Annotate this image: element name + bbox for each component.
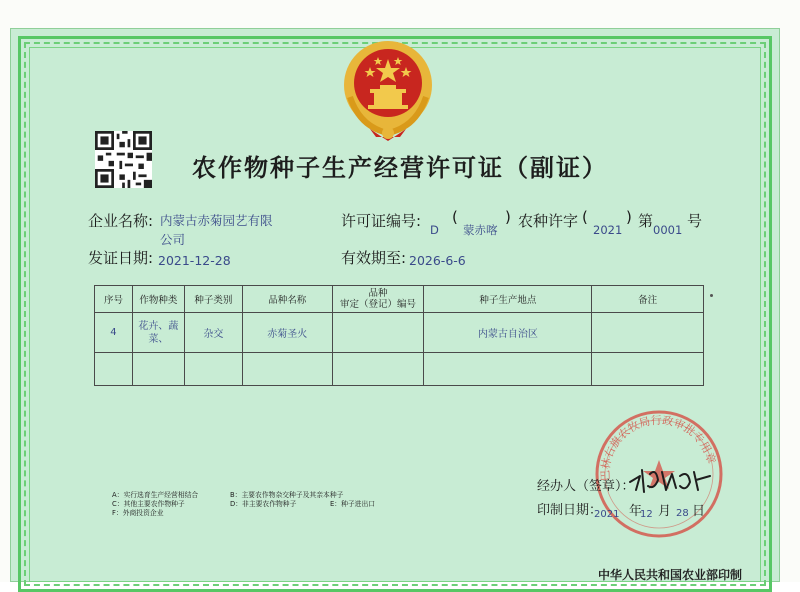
cell-variety-reg <box>332 313 424 353</box>
table-row <box>95 353 704 386</box>
header-variety-reg-line2: 审定（登记）编号 <box>340 299 417 310</box>
license-year: 2021 <box>593 223 623 237</box>
header-variety-name: 品种名称 <box>242 286 332 313</box>
license-number-label: 许可证编号: <box>341 212 422 230</box>
cell-production-site: 内蒙古自治区 <box>424 313 592 353</box>
paren-open-1: ( <box>452 208 458 226</box>
paren-close-1: ) <box>505 208 511 226</box>
note-a: A：实行选育生产经营相结合 <box>112 491 199 499</box>
handler-label: 经办人（签章）： <box>537 479 635 494</box>
cell-variety-name <box>242 353 332 386</box>
print-year: 2021 <box>594 509 620 520</box>
paren-open-2: ( <box>582 208 588 226</box>
cell-crop-type-line2: 菜、 <box>148 333 169 345</box>
crop-permit-label: 农种许字 <box>518 212 579 230</box>
enterprise-name-line1: 内蒙古赤菊园艺有限 <box>160 213 273 228</box>
cell-crop-type-line1: 花卉、蔬 <box>138 320 179 332</box>
cell-variety-name: 赤菊圣火 <box>242 313 332 353</box>
cell-crop-type <box>132 353 184 386</box>
header-variety-reg-line1: 品种 <box>368 288 388 299</box>
header-variety-reg <box>332 286 424 313</box>
license-serial: 0001 <box>653 223 683 237</box>
header-seq: 序号 <box>95 286 133 313</box>
handler-signature <box>626 462 716 496</box>
cell-seed-category: 杂交 <box>184 313 242 353</box>
header-crop-type: 作物种类 <box>132 286 184 313</box>
note-c: C：其他主要农作物种子 <box>112 500 185 508</box>
issuer-footer: 中华人民共和国农业部印制 <box>598 568 743 582</box>
note-d: D：非主要农作物种子 <box>230 500 297 508</box>
paper-speck <box>710 294 713 297</box>
cell-variety-reg <box>332 353 424 386</box>
print-month: 12 <box>640 509 653 520</box>
hao-label: 号 <box>687 212 703 230</box>
table-header-row <box>95 286 704 313</box>
cell-seq: 4 <box>95 313 133 353</box>
di-label: 第 <box>638 212 654 230</box>
header-production-site: 种子生产地点 <box>424 286 592 313</box>
valid-until-value: 2026-6-6 <box>409 253 466 268</box>
cell-production-site <box>424 353 592 386</box>
variety-table <box>94 285 704 386</box>
paren-close-2: ) <box>626 208 632 226</box>
print-nian: 年 <box>629 504 643 519</box>
valid-until-label: 有效期至: <box>341 249 407 267</box>
issue-date-value: 2021-12-28 <box>158 253 231 268</box>
print-date-label: 印制日期： <box>537 503 603 518</box>
category-notes <box>112 491 375 518</box>
issue-date-label: 发证日期: <box>88 249 154 267</box>
cell-seed-category <box>184 353 242 386</box>
note-e: E：种子进出口 <box>330 500 376 508</box>
enterprise-label: 企业名称: <box>88 212 154 230</box>
note-f: F：外商投资企业 <box>112 509 164 517</box>
cell-remarks <box>592 313 704 353</box>
header-seed-category: 种子类别 <box>184 286 242 313</box>
national-emblem <box>340 37 436 145</box>
license-region: 蒙赤喀 <box>463 223 498 237</box>
seal-text: 巴林右旗农牧局行政审批专用章 <box>598 413 718 482</box>
note-b: B：主要农作物杂交种子及其亲本种子 <box>230 491 344 499</box>
print-day: 28 <box>676 508 689 519</box>
print-yue: 月 <box>658 504 672 519</box>
print-ri: 日 <box>692 504 706 519</box>
cell-remarks <box>592 353 704 386</box>
certificate-title: 农作物种子生产经营许可证（副证） <box>192 153 608 182</box>
cell-seq <box>95 353 133 386</box>
cell-crop-type <box>132 313 184 353</box>
header-remarks: 备注 <box>592 286 704 313</box>
enterprise-name-line2: 公司 <box>160 232 186 247</box>
table-row <box>95 313 704 353</box>
license-prefix: D <box>430 223 439 237</box>
